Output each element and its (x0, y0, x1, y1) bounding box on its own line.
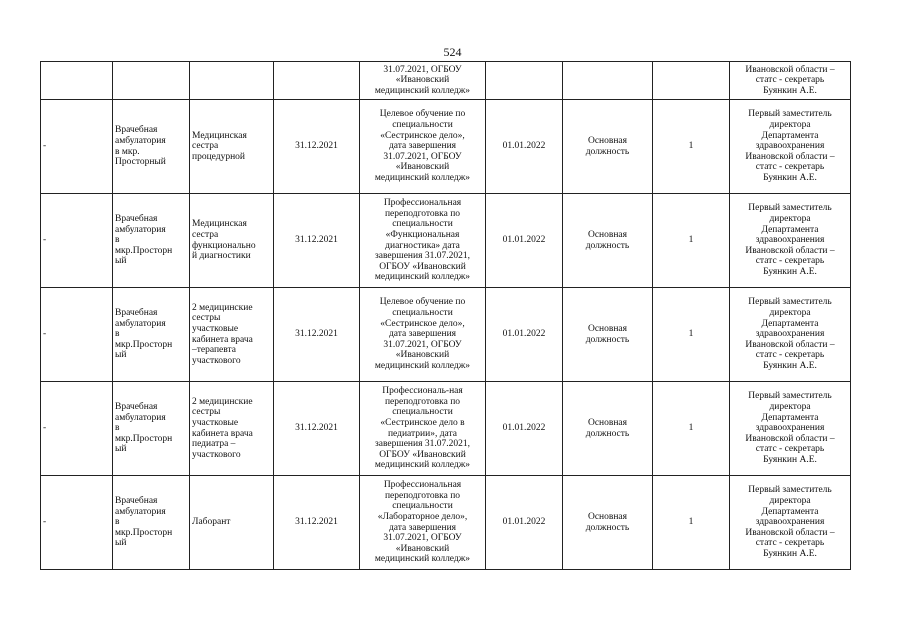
table-row (41, 194, 851, 288)
deadline-text: 31.12.2021 (295, 517, 338, 528)
cell-facility (113, 382, 190, 476)
position-text: Лаборант (192, 517, 231, 528)
cell-approved-by (730, 382, 851, 476)
cell-position (190, 62, 274, 100)
cell-deadline (274, 62, 360, 100)
approved-by-text: Ивановской области – статс - секретарь Буянкин А.Е. (745, 64, 835, 96)
position-text: Медицинская сестра функционально й диагностики (192, 219, 256, 262)
cell-training (360, 382, 486, 476)
dash-text: - (43, 329, 47, 340)
cell-dash (41, 194, 113, 288)
position-text: 2 медицинские сестры участковые кабинета врача –терапевта участкового (192, 302, 253, 366)
cell-start-date (486, 288, 563, 382)
approved-by-text: Первый заместитель директора Департамента здравоохранения Ивановской области – статс - секретарь Буянкин А.Е. (745, 297, 835, 371)
start-date-text: 01.01.2022 (502, 235, 546, 246)
count-text: 1 (688, 329, 694, 340)
cell-position (190, 288, 274, 382)
start-date-text: 01.01.2022 (502, 423, 546, 434)
job-type-text: Основная должность (585, 323, 630, 345)
cell-count (653, 382, 730, 476)
facility-text: Врачебная амбулатория в мкр.Просторн ый (115, 214, 173, 267)
cell-approved-by (730, 476, 851, 570)
cell-deadline (274, 476, 360, 570)
training-text: Профессиональная переподготовка по специальности «Функциональная диагностика» дата завершения 31.07.2021, ОГБОУ «Ивановский медицинский колледж» (374, 198, 471, 283)
continuation-row (41, 62, 851, 100)
approved-by-text: Первый заместитель директора Департамента здравоохранения Ивановской области – статс - секретарь Буянкин А.Е. (745, 391, 835, 465)
cell-position (190, 100, 274, 194)
training-text: Целевое обучение по специальности «Сестринское дело», дата завершения 31.07.2021, ОГБОУ «Ивановский медицинский колледж» (374, 109, 471, 183)
job-type-text: Основная должность (585, 135, 630, 157)
dash-text: - (43, 141, 47, 152)
training-text: Целевое обучение по специальности «Сестринское дело», дата завершения 31.07.2021, ОГБОУ «Ивановский медицинский колледж» (374, 297, 471, 371)
facility-text: Врачебная амбулатория в мкр.Просторн ый (115, 402, 173, 455)
cell-position (190, 194, 274, 288)
cell-dash (41, 288, 113, 382)
cell-deadline (274, 194, 360, 288)
cell-count (653, 194, 730, 288)
cell-training (360, 194, 486, 288)
cell-approved-by (730, 288, 851, 382)
facility-text: Врачебная амбулатория в мкр. Просторный (115, 125, 166, 168)
cell-training (360, 476, 486, 570)
cell-dash (41, 476, 113, 570)
position-text: 2 медицинские сестры участковые кабинета врача педиатра – участкового (192, 396, 253, 460)
dash-text: - (43, 235, 47, 246)
count-text: 1 (688, 423, 694, 434)
deadline-text: 31.12.2021 (295, 423, 338, 434)
cell-facility (113, 288, 190, 382)
training-text: 31.07.2021, ОГБОУ «Ивановский медицинский колледж» (374, 64, 471, 96)
cell-start-date (486, 476, 563, 570)
cell-dash (41, 382, 113, 476)
cell-facility (113, 476, 190, 570)
table-row (41, 100, 851, 194)
cell-count (653, 100, 730, 194)
cell-dash (41, 100, 113, 194)
job-type-text: Основная должность (585, 417, 630, 439)
training-text: Профессиональная переподготовка по специальности «Лабораторное дело», дата завершения 31.07.2021, ОГБОУ «Ивановский медицинский колледж» (374, 480, 471, 565)
start-date-text: 01.01.2022 (502, 329, 546, 340)
start-date-text: 01.01.2022 (502, 141, 546, 152)
cell-start-date (486, 100, 563, 194)
cell-dash (41, 62, 113, 100)
deadline-text: 31.12.2021 (295, 235, 338, 246)
approved-by-text: Первый заместитель директора Департамента здравоохранения Ивановской области – статс - секретарь Буянкин А.Е. (745, 203, 835, 277)
cell-count (653, 476, 730, 570)
table-row (41, 382, 851, 476)
dash-text: - (43, 423, 47, 434)
cell-job-type (563, 62, 653, 100)
cell-facility (113, 194, 190, 288)
cell-deadline (274, 382, 360, 476)
approved-by-text: Первый заместитель директора Департамента здравоохранения Ивановской области – статс - секретарь Буянкин А.Е. (745, 109, 835, 183)
cell-start-date (486, 62, 563, 100)
count-text: 1 (688, 517, 694, 528)
staffing-table (40, 61, 851, 570)
cell-start-date (486, 382, 563, 476)
cell-deadline (274, 100, 360, 194)
cell-count (653, 288, 730, 382)
count-text: 1 (688, 235, 694, 246)
job-type-text: Основная должность (585, 229, 630, 251)
table-row (41, 476, 851, 570)
cell-job-type (563, 382, 653, 476)
page-number: 524 (443, 45, 462, 59)
cell-job-type (563, 100, 653, 194)
cell-approved-by (730, 194, 851, 288)
deadline-text: 31.12.2021 (295, 329, 338, 340)
cell-deadline (274, 288, 360, 382)
training-text: Профессиональ-ная переподготовка по специальности «Сестринское дело в педиатрии», дата завершения 31.07.2021, ОГБОУ «Ивановский медицинский колледж» (374, 386, 471, 471)
position-text: Медицинская сестра процедурной (192, 130, 247, 162)
deadline-text: 31.12.2021 (295, 141, 338, 152)
cell-facility (113, 100, 190, 194)
start-date-text: 01.01.2022 (502, 517, 546, 528)
cell-training (360, 62, 486, 100)
cell-job-type (563, 194, 653, 288)
cell-facility (113, 62, 190, 100)
cell-position (190, 476, 274, 570)
dash-text: - (43, 517, 47, 528)
cell-position (190, 382, 274, 476)
facility-text: Врачебная амбулатория в мкр.Просторн ый (115, 496, 173, 549)
cell-training (360, 288, 486, 382)
cell-job-type (563, 288, 653, 382)
table-row (41, 288, 851, 382)
cell-approved-by (730, 62, 851, 100)
cell-approved-by (730, 100, 851, 194)
cell-start-date (486, 194, 563, 288)
facility-text: Врачебная амбулатория в мкр.Просторн ый (115, 308, 173, 361)
cell-job-type (563, 476, 653, 570)
cell-count (653, 62, 730, 100)
approved-by-text: Первый заместитель директора Департамента здравоохранения Ивановской области – статс - секретарь Буянкин А.Е. (745, 485, 835, 559)
cell-training (360, 100, 486, 194)
job-type-text: Основная должность (585, 511, 630, 533)
count-text: 1 (688, 141, 694, 152)
